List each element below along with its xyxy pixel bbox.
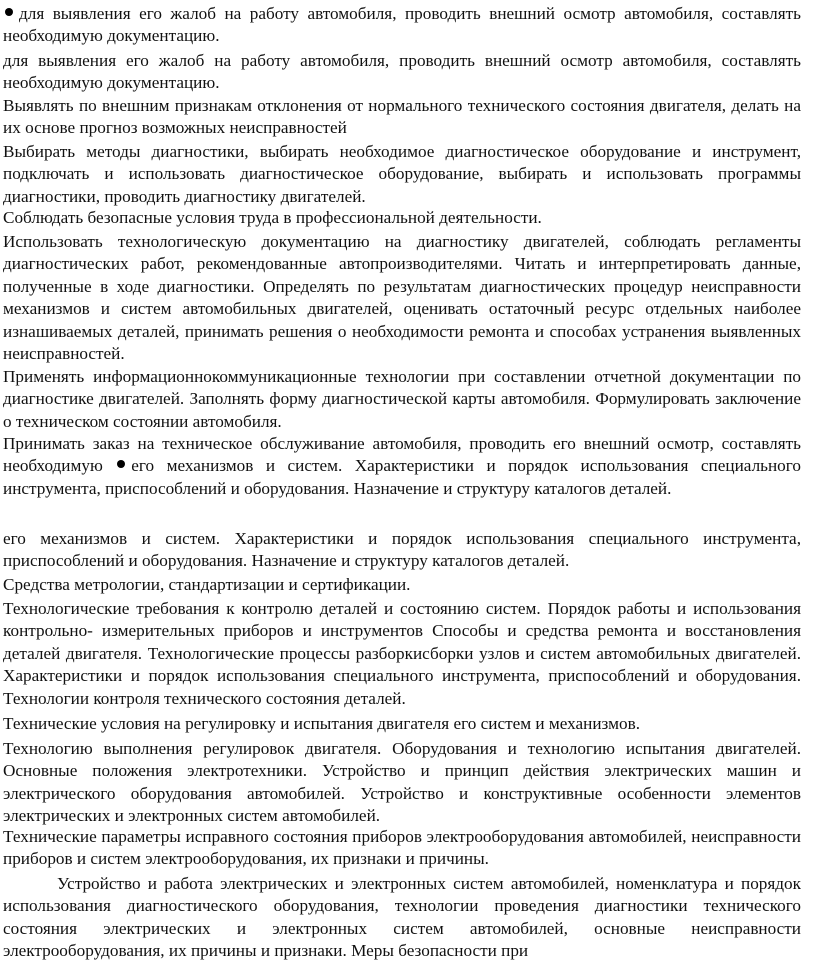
paragraph-14: Технические параметры исправного состояния приборов электрооборудования автомобилей, неисправности приборов и систем электрооборудования, их признаки и причины.	[3, 827, 801, 869]
paragraph-1: для выявления его жалоб на работу автомобиля, проводить внешний осмотр автомобиля, составлять необходимую документацию.	[3, 4, 801, 46]
paragraph-10: Средства метрологии, стандартизации и сертификации.	[3, 575, 411, 594]
paragraph-7: Применять информационнокоммуникационные технологии при составлении отчетной документации по диагностике двигателей. Заполнять форму диагностической карты автомобиля. Формулировать заключение о техническом состоянии автомобиля.	[3, 367, 801, 431]
paragraph-4: Выбирать методы диагностики, выбирать необходимое диагностическое оборудование и инструмент, подключать и использовать диагностическое оборудование, выбирать и использовать программы диагностики, проводить диагностику двигателей.	[3, 142, 801, 206]
paragraph-13: Технологию выполнения регулировок двигателя. Оборудования и технологию испытания двигателей. Основные положения электротехники. Устройство и принцип действия электрических машин и электрического оборудования автомобилей. Устройство и конструктивные особенности элементов электрических и электронных систем автомобилей.	[3, 739, 801, 826]
paragraph-8: Принимать заказ на техническое обслуживание автомобиля, проводить его внешний осмотр, составлять необходимую его механизмов и систем. Характеристики и порядок использования специального инструмента, приспособлений и оборудования. Назначение и структуру каталогов деталей.	[3, 434, 801, 498]
paragraph-11: Технологические требования к контролю деталей и состоянию систем. Порядок работы и использования контрольно- измерительных приборов и инструментов Способы и средства ремонта и восстановления деталей двигателя. Технологические процессы разборкисборки узлов и систем автомобильных двигателей. Характеристики и порядок использования специального инструмента, приспособлений и оборудования. Технологии контроля технического состояния деталей.	[3, 599, 801, 708]
paragraph-3: Выявлять по внешним признакам отклонения от нормального технического состояния двигателя, делать на их основе прогноз возможных неисправностей	[3, 96, 801, 138]
paragraph-2: для выявления его жалоб на работу автомобиля, проводить внешний осмотр автомобиля, составлять необходимую документацию.	[3, 51, 801, 93]
paragraph-15: Устройство и работа электрических и электронных систем автомобилей, номенклатура и порядок использования диагностического оборудования, технологии проведения диагностики технического состояния электрических и электронных систем автомобилей, основные неисправности электрооборудования, их причины и признаки. Меры безопасности при	[3, 874, 801, 961]
paragraph-9: его механизмов и систем. Характеристики и порядок использования специального инструмента, приспособлений и оборудования. Назначение и структуру каталогов деталей.	[3, 529, 801, 571]
paragraph-6: Использовать технологическую документацию на диагностику двигателей, соблюдать регламенты диагностических работ, рекомендованные автопроизводителями. Читать и интерпретировать данные, полученные в ходе диагностики. Определять по результатам диагностических процедур неисправности механизмов и систем автомобильных двигателей, оценивать остаточный ресурс отдельных наиболее изнашиваемых деталей, принимать решения о необходимости ремонта и способах устранения выявленных неисправностей.	[3, 232, 801, 364]
paragraph-12: Технические условия на регулировку и испытания двигателя его систем и механизмов.	[3, 714, 640, 733]
bullet-icon	[117, 460, 125, 468]
paragraph-5: Соблюдать безопасные условия труда в профессиональной деятельности.	[3, 208, 542, 227]
bullet-icon	[5, 8, 13, 16]
